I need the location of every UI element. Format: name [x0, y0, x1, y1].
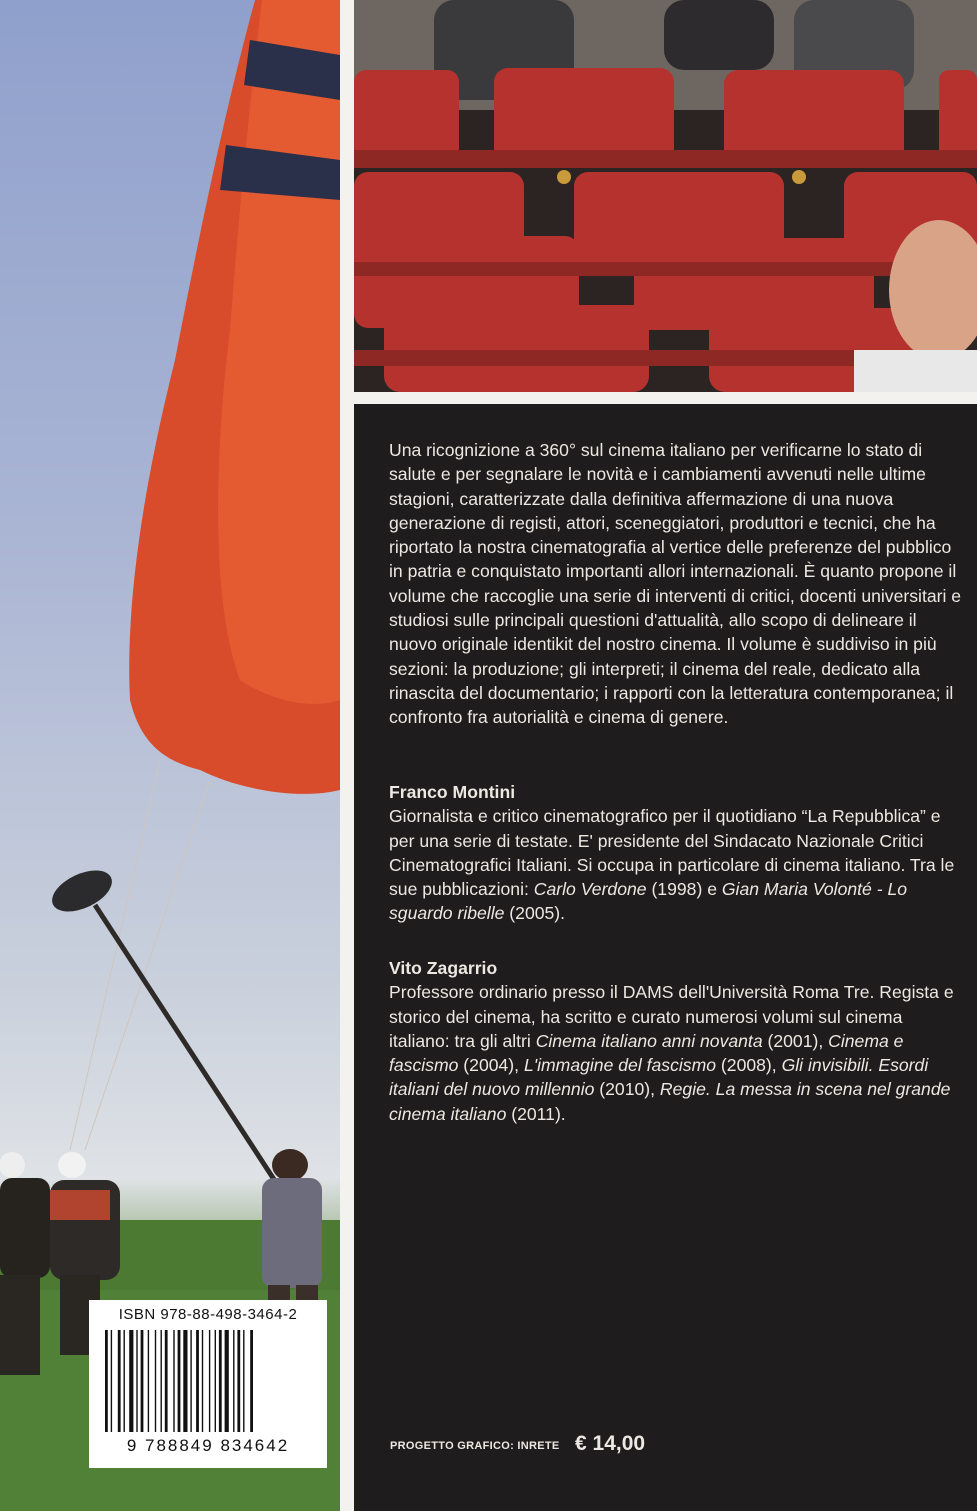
barcode-bar: [136, 1330, 137, 1432]
barcode-bar: [173, 1330, 174, 1432]
book-title: Carlo Verdone: [533, 879, 647, 900]
cinema-illustration: [354, 0, 977, 392]
barcode-bar: [183, 1330, 187, 1432]
author-name: Franco Montini: [389, 782, 516, 802]
barcode-bar: [178, 1330, 181, 1432]
barcode-bar: [219, 1330, 222, 1432]
book-title: Cinema italiano anni novanta: [535, 1030, 763, 1051]
barcode-bar: [165, 1330, 168, 1432]
author-bio-montini: [389, 780, 964, 926]
barcode-bar: [209, 1330, 210, 1432]
isbn-text: ISBN 978-88-498-3464-2: [118, 1306, 298, 1323]
barcode-bar: [196, 1330, 199, 1432]
barcode-bar: [129, 1330, 133, 1432]
bio-text: Giornalista e critico cinematografico per il quotidiano “La Repubblica” e per una serie di testate. E' presidente del Sindacato Nazionale Critici Cinematografici Italiani. Si occupa in particolare di cinema italiano. Tra le sue pubblicazioni:: [389, 806, 955, 900]
design-credit: PROGETTO GRAFICO: INRETE: [390, 1440, 560, 1452]
barcode-bar: [190, 1330, 191, 1432]
barcode-bar: [202, 1330, 203, 1432]
cover-divider: [340, 0, 354, 1511]
barcode-bar: [118, 1330, 121, 1432]
cover-photo-paraglider: [0, 0, 340, 1511]
bio-text: (2005).: [504, 903, 566, 924]
barcode-bar: [161, 1330, 162, 1432]
paraglider-illustration: [0, 0, 340, 1511]
author-bio-text: [389, 804, 964, 925]
barcode-bar: [111, 1330, 112, 1432]
book-title: Gian Maria Volonté - Lo sguardo ribelle: [389, 879, 908, 924]
author-bio-text: [389, 980, 964, 1126]
barcode-bar: [233, 1330, 234, 1432]
barcode-bar: [124, 1330, 125, 1432]
barcode-bar: [250, 1330, 253, 1432]
bio-text: (2004),: [458, 1055, 524, 1076]
barcode-bar: [141, 1330, 144, 1432]
book-title: Gli invisibili. Esordi italiani del nuovo millennio: [389, 1055, 929, 1100]
price-label: € 14,00: [575, 1432, 646, 1455]
barcode-bars: [103, 1330, 315, 1432]
author-name: Vito Zagarrio: [389, 958, 498, 978]
barcode-digits: 9 788849 834642: [126, 1436, 290, 1455]
barcode-bar: [148, 1330, 149, 1432]
barcode-bar: [155, 1330, 156, 1432]
cover-divider-horizontal: [354, 392, 977, 404]
book-blurb: Una ricognizione a 360° sul cinema italiano per verificarne lo stato di salute e per segnalare le novità e i cambiamenti avvenuti nelle ultime stagioni, caratterizzate dalla definitiva affermazione di una nuova generazione di registi, attori, sceneggiatori, produttori e tecnici, che ha riportato la nostra cinematografia al vertice delle preferenze del pubblico in patria e conquistato importanti allori internazionali. È quanto propone il volume che raccoglie una serie di interventi di critici, docenti universitari e studiosi sulle principali questioni d'attualità, allo scopo di delineare il nuovo originale identikit del nostro cinema. Il volume è suddiviso in più sezioni: la produzione; gli interpreti; il cinema del reale, dedicato alla rinascita del documentario; i rapporti con la letteratura contemporanea; il confronto fra autorialità e cinema di genere.: [389, 440, 962, 728]
book-title: Regie. La messa in scena nel grande cinema italiano: [389, 1079, 951, 1124]
bio-text: Professore ordinario presso il DAMS dell'Università Roma Tre. Regista e storico del cinema, ha scritto e curato numerosi volumi sul cinema italiano: tra gli altri: [389, 982, 954, 1051]
bio-text: (2011).: [506, 1103, 566, 1124]
barcode-bar: [105, 1330, 108, 1432]
barcode-bar: [215, 1330, 216, 1432]
barcode-bar: [225, 1330, 229, 1432]
bio-text: (1998) e: [646, 879, 722, 900]
bio-text: (2001),: [762, 1030, 829, 1051]
book-title: L'immagine del fascismo: [523, 1055, 717, 1076]
bio-text: (2008),: [716, 1055, 782, 1076]
cover-photo-cinema: [354, 0, 977, 392]
barcode-bar: [243, 1330, 244, 1432]
bio-text: (2010),: [594, 1079, 660, 1100]
book-title: Cinema e fascismo: [389, 1030, 904, 1076]
isbn-barcode: [89, 1300, 327, 1468]
barcode-bar: [237, 1330, 240, 1432]
author-bio-zagarrio: [389, 956, 964, 1126]
